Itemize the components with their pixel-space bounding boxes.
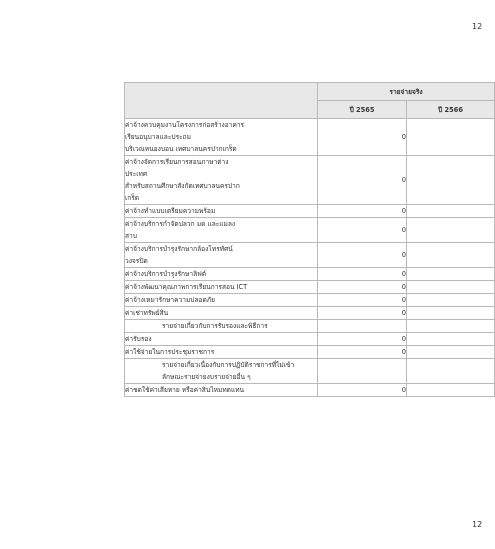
value-2566-cell (407, 268, 495, 281)
value-2565-cell: 0 (318, 268, 407, 281)
group-label-cell (125, 359, 318, 384)
table-row (125, 333, 495, 346)
value-2565-cell (318, 320, 407, 333)
table-row (125, 156, 495, 205)
item-label-line: ลักษณะรายจ่ายงบรายจ่ายอื่น ๆ (162, 373, 251, 381)
item-label-line: ประเทศ (125, 170, 148, 178)
item-label-cell (125, 307, 318, 320)
item-label-line: รายจ่ายเกี่ยวกับการรับรองและพิธีการ (162, 322, 268, 330)
item-label-line: ค่าจ้างทำแบบเตรียมความพร้อม (125, 207, 216, 215)
value-2566-cell (407, 359, 495, 384)
value-2566-cell (407, 384, 495, 397)
item-label-cell (125, 119, 318, 156)
item-label-line: ค่าจ้างบริการบำรุงรักษากล้องโทรทัศน์ (125, 245, 233, 253)
page-number-top: 12 (472, 22, 483, 31)
table-row (125, 359, 495, 384)
table-row (125, 384, 495, 397)
value-2565-cell: 0 (318, 156, 407, 205)
table-row (125, 346, 495, 359)
value-2565-cell: 0 (318, 243, 407, 268)
value-2565-cell: 0 (318, 294, 407, 307)
page-number-bottom: 12 (472, 520, 483, 529)
value-2565-cell: 0 (318, 218, 407, 243)
item-label-line: ค่าจ้างบริการบำรุงรักษาลิฟต์ (125, 270, 207, 278)
value-2566-cell (407, 346, 495, 359)
value-2565-cell (318, 359, 407, 384)
item-label-cell (125, 333, 318, 346)
item-label-line: ค่าใช้จ่ายในการประชุมราชการ (125, 348, 215, 356)
year-2565-header: ปี 2565 (318, 101, 407, 119)
value-2565-cell: 0 (318, 384, 407, 397)
value-2565-cell: 0 (318, 205, 407, 218)
table-row (125, 218, 495, 243)
item-label-cell (125, 281, 318, 294)
item-label-line: ค่าจ้างจัดการเรียนการสอนภาษาต่าง (125, 158, 229, 166)
item-label-line: รายจ่ายเกี่ยวเนื่องกับการปฏิบัติราชการที่ไม่เข้า (162, 361, 295, 369)
table-row (125, 294, 495, 307)
table-row (125, 281, 495, 294)
table-row (125, 268, 495, 281)
item-label-line: ค่าเช่าทรัพย์สิน (125, 309, 169, 317)
item-column-header (125, 83, 318, 119)
item-label-line: สำหรับสถานศึกษาสังกัดเทศบาลนครปาก (125, 182, 240, 190)
value-2565-cell: 0 (318, 346, 407, 359)
value-2566-cell (407, 205, 495, 218)
value-2566-cell (407, 307, 495, 320)
value-2565-cell: 0 (318, 307, 407, 320)
value-2566-cell (407, 333, 495, 346)
item-label-line: ค่าจ้างบริการกำจัดปลวก มด และแมลง (125, 220, 236, 228)
value-2565-cell: 0 (318, 333, 407, 346)
table-row (125, 243, 495, 268)
value-2566-cell (407, 119, 495, 156)
table-row (125, 119, 495, 156)
item-label-line: เรียนอนุบาลและประถม (125, 133, 192, 141)
item-label-cell (125, 205, 318, 218)
table-header (125, 83, 495, 119)
item-label-line: บริเวณหนองบอน เทศบาลนครปากเกร็ด (125, 145, 237, 153)
item-label-cell (125, 384, 318, 397)
item-label-cell (125, 218, 318, 243)
table-row (125, 307, 495, 320)
item-label-cell (125, 294, 318, 307)
item-label-line: ค่าชดใช้ค่าเสียหาย หรือค่าสินไหมทดแทน (125, 386, 245, 394)
value-2566-cell (407, 320, 495, 333)
year-2566-header: ปี 2566 (407, 101, 495, 119)
table-row (125, 320, 495, 333)
value-2566-cell (407, 156, 495, 205)
item-label-line: เกร็ด (125, 194, 140, 202)
value-2566-cell (407, 218, 495, 243)
value-2566-cell (407, 281, 495, 294)
item-label-line: ค่าจ้างพัฒนาคุณภาพการเรียนการสอน ICT (125, 283, 248, 291)
table-body (125, 119, 495, 397)
item-label-line: ค่าจ้างเหมารักษาความปลอดภัย (125, 296, 215, 304)
item-label-line: วงจรปิด (125, 257, 148, 265)
actual-expense-header: รายจ่ายจริง (318, 83, 495, 101)
item-label-line: ค่ารับรอง (125, 335, 152, 343)
item-label-line: ค่าจ้างควบคุมงานโครงการก่อสร้างอาคาร (125, 121, 245, 129)
budget-table (124, 82, 495, 397)
item-label-line: สาบ (125, 232, 137, 240)
item-label-cell (125, 346, 318, 359)
value-2565-cell: 0 (318, 119, 407, 156)
value-2565-cell: 0 (318, 281, 407, 294)
value-2566-cell (407, 294, 495, 307)
item-label-cell (125, 243, 318, 268)
group-label-cell (125, 320, 318, 333)
item-label-cell (125, 268, 318, 281)
value-2566-cell (407, 243, 495, 268)
item-label-cell (125, 156, 318, 205)
table-row (125, 205, 495, 218)
